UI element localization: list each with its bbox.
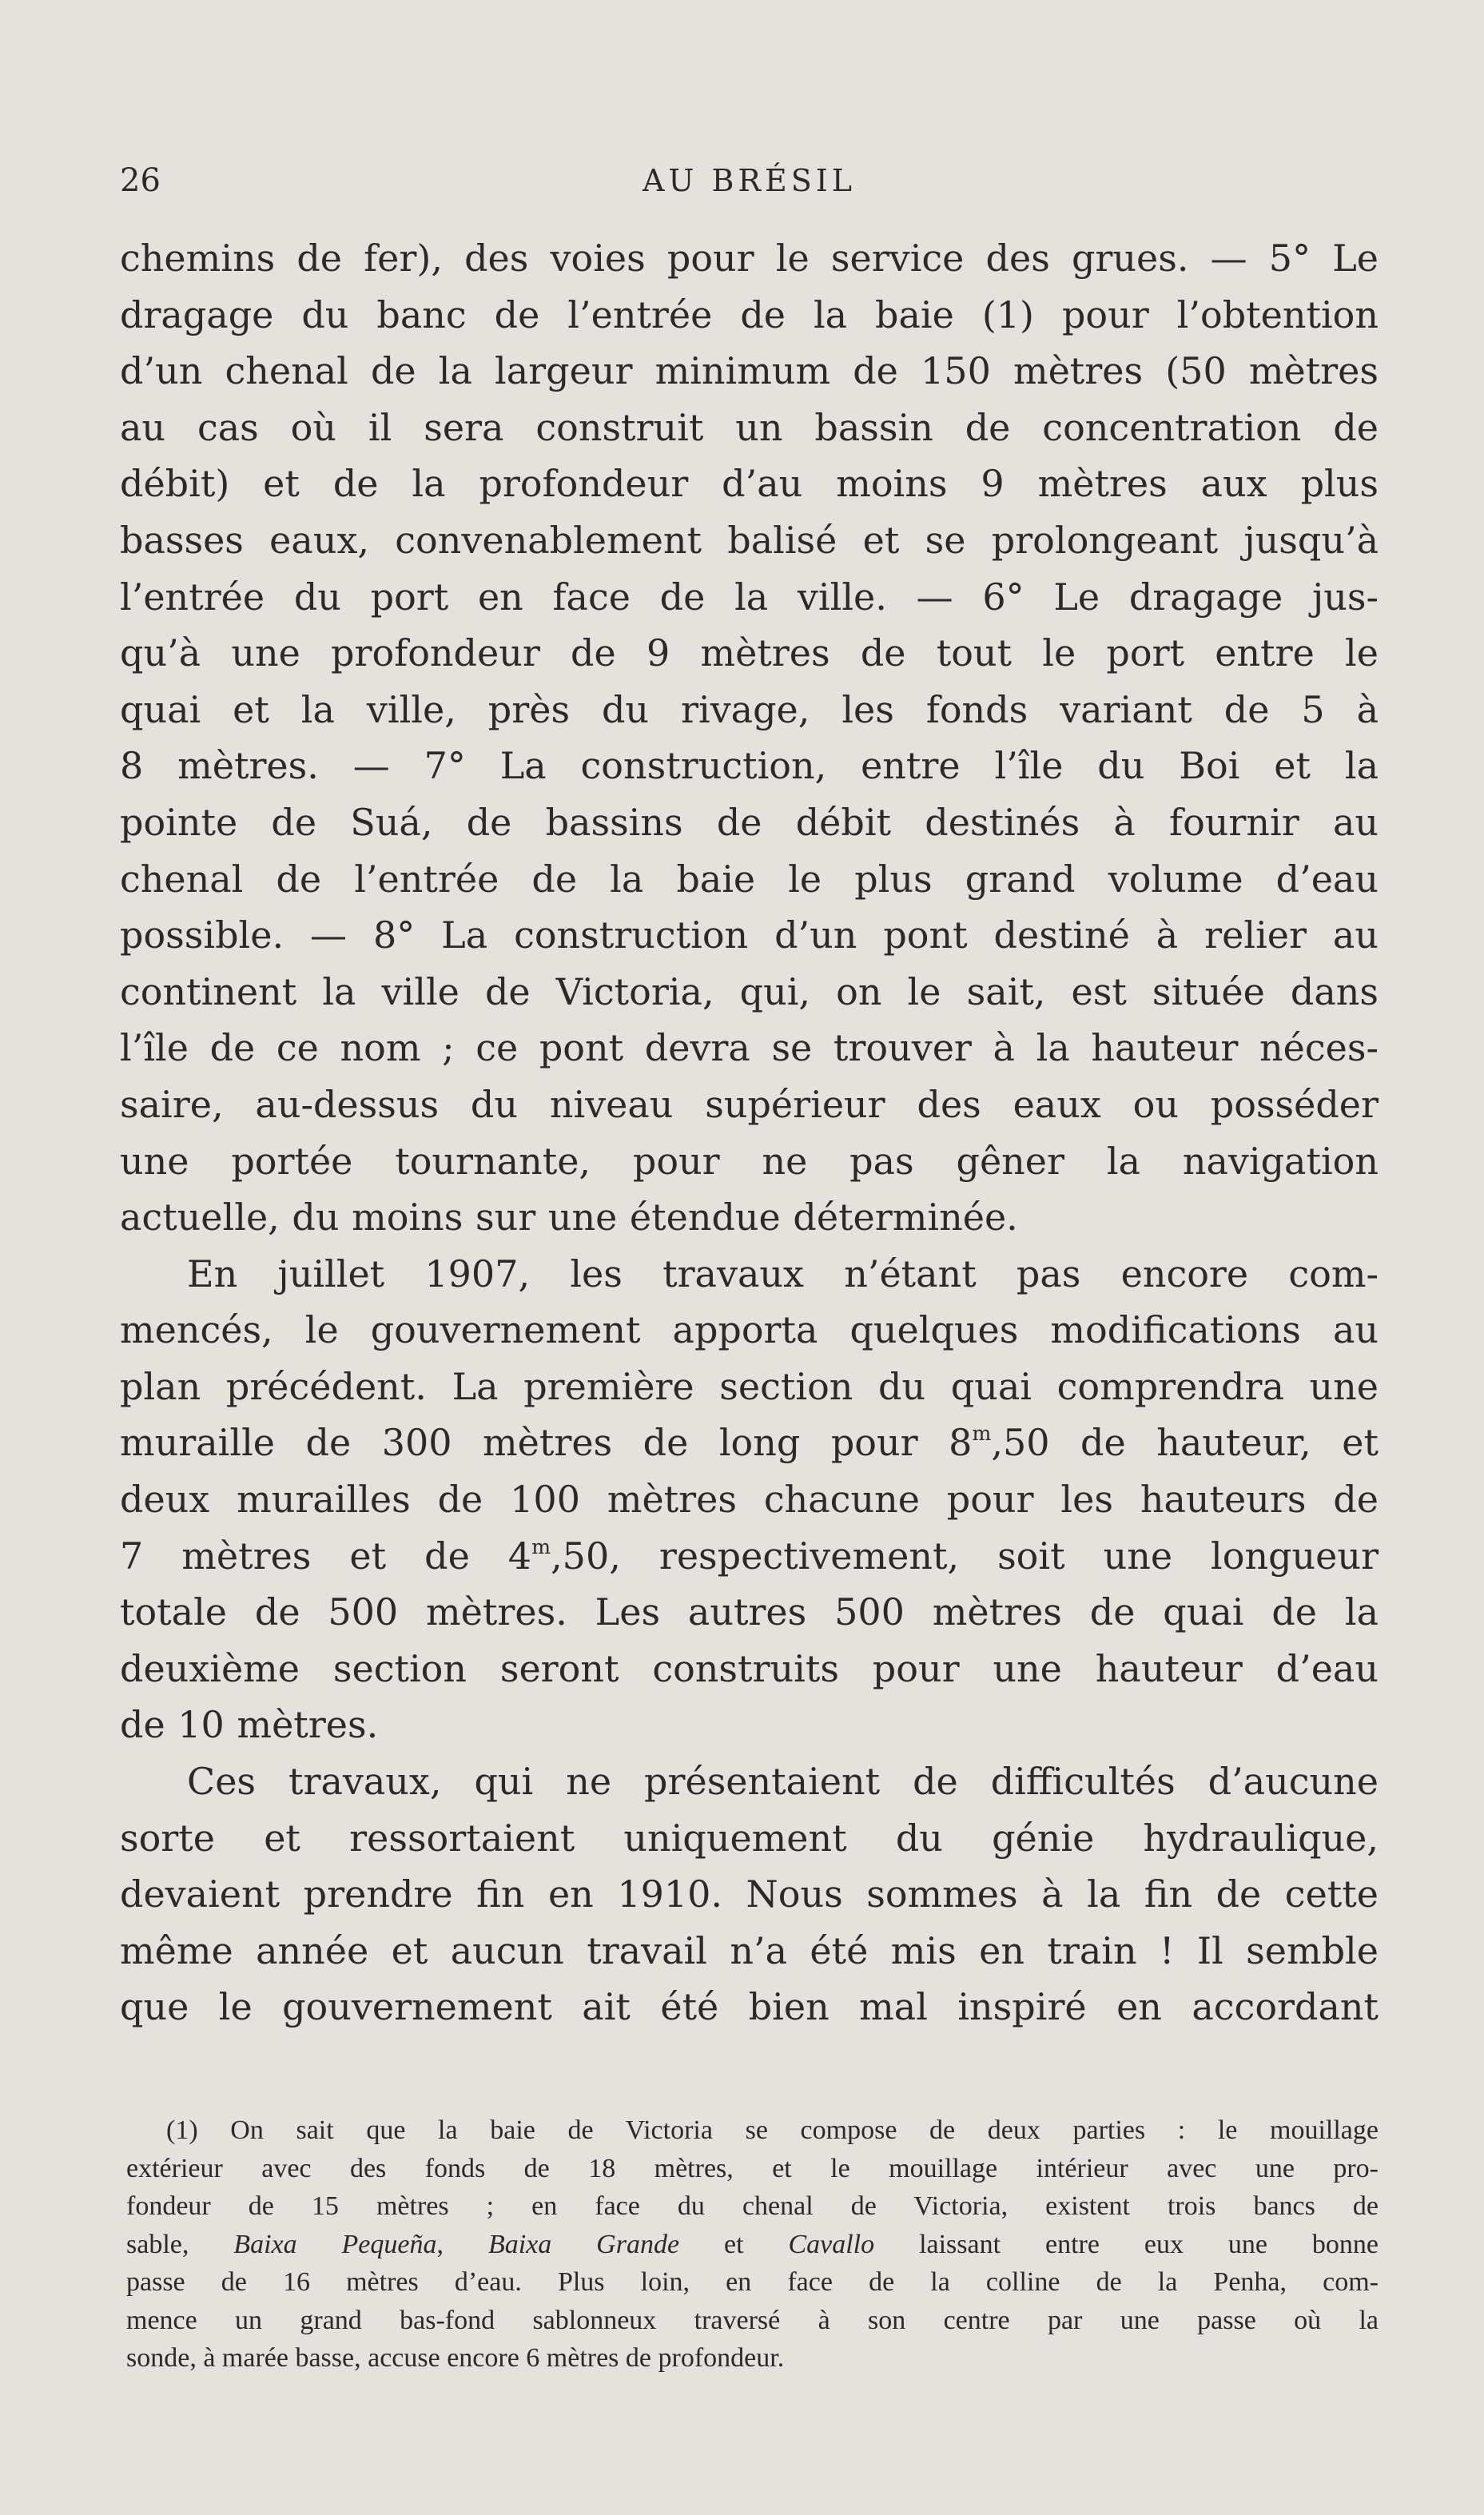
body-text xyxy=(120,230,1379,2035)
text-line: sorte et ressortaient uniquement du génie hydraulique, xyxy=(120,1816,1379,1860)
paragraph-1 xyxy=(120,230,1379,1246)
text-line: possible. — 8° La construction d’un pont destiné à relier au xyxy=(120,913,1379,957)
footnote-line: extérieur avec des fonds de 18 mètres, et le mouillage intérieur avec une pro- xyxy=(126,2153,1379,2183)
superscript: m xyxy=(531,1534,551,1558)
paragraph-3 xyxy=(120,1753,1379,2035)
text-segment: sable, xyxy=(126,2229,234,2259)
superscript: m xyxy=(972,1422,992,1446)
text-line: En juillet 1907, les travaux n’étant pas encore com- xyxy=(187,1252,1379,1295)
text-line: au cas où il sera construit un bassin de concentration de xyxy=(120,405,1379,449)
text-line: 8 mètres. — 7° La construction, entre l’île du Boi et la xyxy=(120,744,1379,788)
text-segment: ,50, respectivement, soit une longueur xyxy=(551,1534,1379,1578)
place-name: Cavallo xyxy=(788,2229,875,2259)
text-segment: laissant entre eux une bonne xyxy=(874,2229,1379,2259)
text-line: basses eaux, convenablement balisé et se prolongeant jusqu’à xyxy=(120,518,1379,562)
footnote-line: passe de 16 mètres d’eau. Plus loin, en face de la colline de la Penha, com- xyxy=(126,2267,1379,2297)
text-line: pointe de Suá, de bassins de débit destinés à fournir au xyxy=(120,800,1379,844)
page-header xyxy=(120,157,1379,205)
text-segment: et xyxy=(679,2229,789,2259)
footnote-line: mence un grand bas-fond sablonneux traversé à son centre par une passe où la xyxy=(126,2305,1379,2335)
place-name: Baixa Pequeña xyxy=(233,2229,437,2259)
text-line: l’entrée du port en face de la ville. — 6° Le dragage jus- xyxy=(120,575,1379,619)
text-line: une portée tournante, pour ne pas gêner la navigation xyxy=(120,1139,1379,1183)
text-line-with-superscript xyxy=(120,1528,1379,1585)
text-line: Ces travaux, qui ne présentaient de difficultés d’aucune xyxy=(187,1760,1379,1804)
page-number: 26 xyxy=(120,162,161,199)
text-line: l’île de ce nom ; ce pont devra se trouver à la hauteur néces- xyxy=(120,1026,1379,1070)
text-segment: 7 mètres et de 4 xyxy=(120,1534,532,1578)
text-line: plan précédent. La première section du quai comprendra une xyxy=(120,1364,1379,1408)
text-segment: muraille de 300 mètres de long pour 8 xyxy=(120,1421,973,1465)
text-segment: ,50 de hauteur, et xyxy=(991,1421,1379,1465)
text-line-with-superscript xyxy=(120,1415,1379,1471)
text-line: continent la ville de Victoria, qui, on le sait, est située dans xyxy=(120,969,1379,1013)
footnote-line: fondeur de 15 mètres ; en face du chenal de Victoria, existent trois bancs de xyxy=(126,2191,1379,2221)
text-line: deuxième section seront construits pour une hauteur d’eau xyxy=(120,1646,1379,1690)
text-line: de 10 mètres. xyxy=(120,1703,379,1747)
text-line: actuelle, du moins sur une étendue déterminée. xyxy=(120,1196,1018,1240)
footnote-line: (1) On sait que la baie de Victoria se compose de deux parties : le mouillage xyxy=(166,2115,1379,2145)
text-line: d’un chenal de la largeur minimum de 150 mètres (50 mètres xyxy=(120,349,1379,393)
text-line: deux murailles de 100 mètres chacune pour les hauteurs de xyxy=(120,1478,1379,1522)
text-line: dragage du banc de l’entrée de la baie (1) pour l’obtention xyxy=(120,292,1379,336)
footnote-line xyxy=(126,2226,1379,2264)
text-line: qu’à une profondeur de 9 mètres de tout le port entre le xyxy=(120,631,1379,675)
text-line: mencés, le gouvernement apporta quelques modifications au xyxy=(120,1308,1379,1352)
text-line: que le gouvernement ait été bien mal inspiré en accordant xyxy=(120,1985,1379,2029)
text-line: quai et la ville, près du rivage, les fonds variant de 5 à xyxy=(120,687,1379,731)
text-line: chemins de fer), des voies pour le service des grues. — 5° Le xyxy=(120,237,1379,280)
text-segment: , xyxy=(436,2229,488,2259)
footnote-line: sonde, à marée basse, accuse encore 6 mètres de profondeur. xyxy=(126,2343,785,2373)
text-line: débit) et de la profondeur d’au moins 9 mètres aux plus xyxy=(120,462,1379,506)
text-line: totale de 500 mètres. Les autres 500 mètres de quai de la xyxy=(120,1590,1379,1634)
text-line: même année et aucun travail n’a été mis en train ! Il semble xyxy=(120,1928,1379,1972)
text-line: devaient prendre fin en 1910. Nous sommes à la fin de cette xyxy=(120,1872,1379,1916)
footnote xyxy=(126,2111,1379,2378)
paragraph-2 xyxy=(120,1246,1379,1753)
text-line: saire, au-dessus du niveau supérieur des eaux ou posséder xyxy=(120,1082,1379,1126)
place-name: Baixa Grande xyxy=(487,2229,680,2259)
running-title: AU BRÉSIL xyxy=(642,163,857,198)
text-line: chenal de l’entrée de la baie le plus grand volume d’eau xyxy=(120,857,1379,901)
